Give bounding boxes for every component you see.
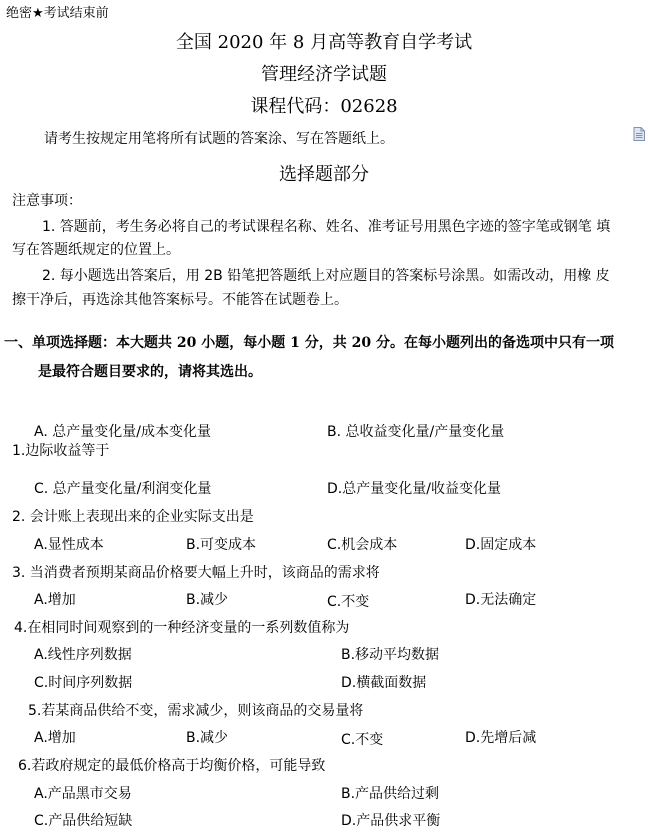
note-2-line-2: 擦干净后，再选涂其他答案标号。不能答在试题卷上。 <box>12 292 348 308</box>
question-1-option-c: C. 总产量变化量/利润变化量 <box>34 481 212 497</box>
course-code: 课程代码：02628 <box>250 96 398 117</box>
question-1-option-b: B. 总收益变化量/产量变化量 <box>327 424 505 440</box>
confidential-label: 绝密★考试结束前 <box>6 6 109 21</box>
question-5-option-d: D.先增后减 <box>465 730 537 746</box>
question-4-option-b: B.移动平均数据 <box>341 647 440 663</box>
question-6-option-b: B.产品供给过剩 <box>341 786 440 802</box>
question-4-stem: 4.在相同时间观察到的一种经济变量的一系列数值称为 <box>14 620 350 636</box>
note-1-line-1: 1. 答题前，考生务必将自己的考试课程名称、姓名、准考证号用黑色字迹的签字笔或钢笔 填 <box>42 219 611 235</box>
section-title: 选择题部分 <box>279 164 369 185</box>
question-2-stem: 2. 会计账上表现出来的企业实际支出是 <box>12 509 254 525</box>
exam-title: 全国 2020 年 8 月高等教育自学考试 <box>175 32 473 53</box>
question-4-option-d: D.横截面数据 <box>341 675 427 691</box>
question-1-stem: 1.边际收益等于 <box>12 443 110 459</box>
question-3-option-c: C.不变 <box>327 594 370 610</box>
question-5-option-c: C.不变 <box>341 732 384 748</box>
note-2-line-1: 2. 每小题选出答案后，用 2B 铅笔把答题纸上对应题目的答案标号涂黑。如需改动，用橡 皮 <box>42 268 610 284</box>
part1-heading-line-1: 一、单项选择题：本大题共 20 小题，每小题 1 分，共 20 分。在每小题列出的备选项中只有一项 <box>4 335 614 351</box>
question-5-option-b: B.减少 <box>186 730 229 746</box>
question-6-option-a: A.产品黑市交易 <box>34 786 132 802</box>
question-4-option-a: A.线性序列数据 <box>34 647 132 663</box>
question-4-option-c: C.时间序列数据 <box>34 675 133 691</box>
question-3-option-b: B.减少 <box>186 592 229 608</box>
question-6-option-d: D.产品供求平衡 <box>341 813 441 829</box>
question-2-option-d: D.固定成本 <box>465 537 537 553</box>
document-icon <box>633 127 645 141</box>
part1-heading-line-2: 是最符合题目要求的，请将其选出。 <box>38 364 262 380</box>
question-6-stem: 6.若政府规定的最低价格高于均衡价格，可能导致 <box>18 758 326 774</box>
note-1-line-2: 写在答题纸规定的位置上。 <box>12 242 180 258</box>
question-1-option-a: A. 总产量变化量/成本变化量 <box>34 424 211 440</box>
question-1-option-d: D.总产量变化量/收益变化量 <box>327 481 501 497</box>
question-2-option-b: B.可变成本 <box>186 537 257 553</box>
question-5-option-a: A.增加 <box>34 730 76 746</box>
answer-instruction: 请考生按规定用笔将所有试题的答案涂、写在答题纸上。 <box>44 131 394 147</box>
question-5-stem: 5.若某商品供给不变，需求减少，则该商品的交易量将 <box>28 703 364 719</box>
question-6-option-c: C.产品供给短缺 <box>34 813 133 829</box>
question-3-option-d: D.无法确定 <box>465 592 537 608</box>
exam-subject: 管理经济学试题 <box>261 64 387 85</box>
question-3-option-a: A.增加 <box>34 592 76 608</box>
question-3-stem: 3. 当消费者预期某商品价格要大幅上升时，该商品的需求将 <box>12 565 380 581</box>
question-2-option-c: C.机会成本 <box>327 537 398 553</box>
question-2-option-a: A.显性成本 <box>34 537 104 553</box>
notes-heading: 注意事项： <box>12 193 82 209</box>
